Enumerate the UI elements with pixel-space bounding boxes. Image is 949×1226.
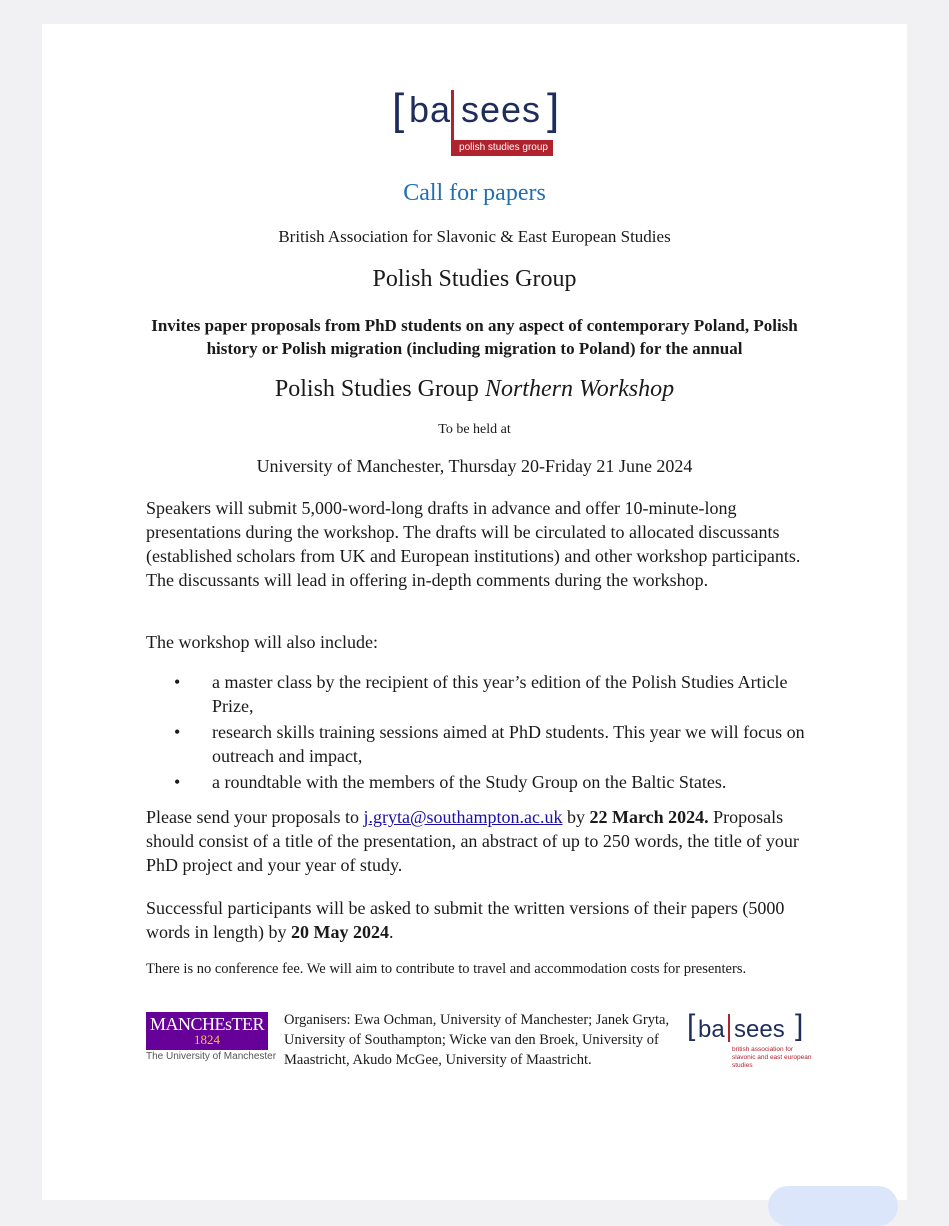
papers-deadline-paragraph	[146, 896, 806, 944]
list-item: • research skills training sessions aimed at PhD students. This year we will focus on outreach and impact,	[146, 720, 806, 768]
papers-text: Successful participants will be asked to submit the written versions of their papers (5000 words in length) by	[146, 898, 785, 942]
group-name: Polish Studies Group	[372, 266, 577, 292]
footer-logo-divider	[728, 1014, 730, 1042]
footer-logo-bracket-left: [	[687, 1009, 696, 1042]
workshop-title-regular: Polish Studies Group	[274, 376, 485, 402]
workshop-title-italic: Northern Workshop	[484, 376, 675, 402]
list-item: • a roundtable with the members of the Study Group on the Baltic States.	[146, 770, 806, 794]
submission-text-start: Please send your proposals to	[146, 807, 364, 827]
logo-bracket-left: [	[392, 85, 405, 134]
papers-deadline: 20 May 2024	[290, 922, 389, 942]
fee-note: There is no conference fee. We will aim to contribute to travel and accommodation costs for presenters.	[146, 961, 747, 977]
call-for-papers-title: Call for papers	[403, 180, 546, 206]
logo-word-ba: ba	[409, 89, 452, 130]
workshop-includes-list	[146, 670, 806, 796]
list-item: • a master class by the recipient of this year’s edition of the Polish Studies Article Prize,	[146, 670, 806, 718]
manchester-logo-year: 1824	[194, 1032, 220, 1047]
submission-paragraph	[146, 805, 806, 877]
workshop-title	[42, 376, 907, 403]
invitation-text: Invites paper proposals from PhD students on any aspect of contemporary Poland, Polish history or Polish migration (including migration to Poland) for the annual	[151, 316, 798, 358]
association-name: British Association for Slavonic & East European Studies	[278, 227, 671, 246]
footer-logo-word-sees: sees	[734, 1016, 785, 1043]
manchester-logo-name: MANCHEsTER	[149, 1014, 264, 1034]
document-page	[42, 24, 907, 1200]
logo-word-sees: sees	[461, 89, 542, 130]
footer-logo-bracket-right: ]	[795, 1009, 804, 1042]
footer-logo-word-ba: ba	[698, 1016, 725, 1043]
submission-text-by: by	[562, 807, 590, 827]
basees-footer-logo	[687, 1009, 812, 1069]
floating-action-button[interactable]	[768, 1186, 898, 1226]
workshop-includes-intro: The workshop will also include:	[146, 632, 378, 652]
venue-dates: University of Manchester, Thursday 20-Friday 21 June 2024	[256, 456, 693, 476]
logo-tagline: polish studies group	[454, 140, 553, 156]
basees-logo	[392, 86, 562, 178]
email-link[interactable]: j.gryta@southampton.ac.uk	[363, 807, 563, 827]
manchester-logo-subtitle: The University of Manchester	[146, 1051, 277, 1062]
papers-text-end: .	[388, 922, 394, 942]
manchester-logo	[146, 1012, 268, 1050]
held-at-label: To be held at	[438, 422, 511, 437]
organisers-text: Organisers: Ewa Ochman, University of Manchester; Janek Gryta, University of Southampton; Wicke van den Broek, University of Maastricht, Akudo McGee, University of Maastricht.	[284, 1012, 670, 1068]
submission-text-end: Proposals should consist of a title of the presentation, an abstract of up to 250 words, the title of your PhD project and your year of study.	[146, 807, 799, 875]
logo-bracket-right: ]	[547, 85, 560, 134]
description-paragraph: Speakers will submit 5,000-word-long drafts in advance and offer 10-minute-long presentations during the workshop. The drafts will be circulated to allocated discussants (established scholars from UK and European institutions) and other workshop participants. The discussants will lead in offering in-depth comments during the workshop.	[146, 498, 801, 590]
submission-deadline: 22 March 2024.	[589, 807, 709, 827]
footer-logo-subtitle: british association for slavonic and east european studies	[732, 1046, 812, 1069]
